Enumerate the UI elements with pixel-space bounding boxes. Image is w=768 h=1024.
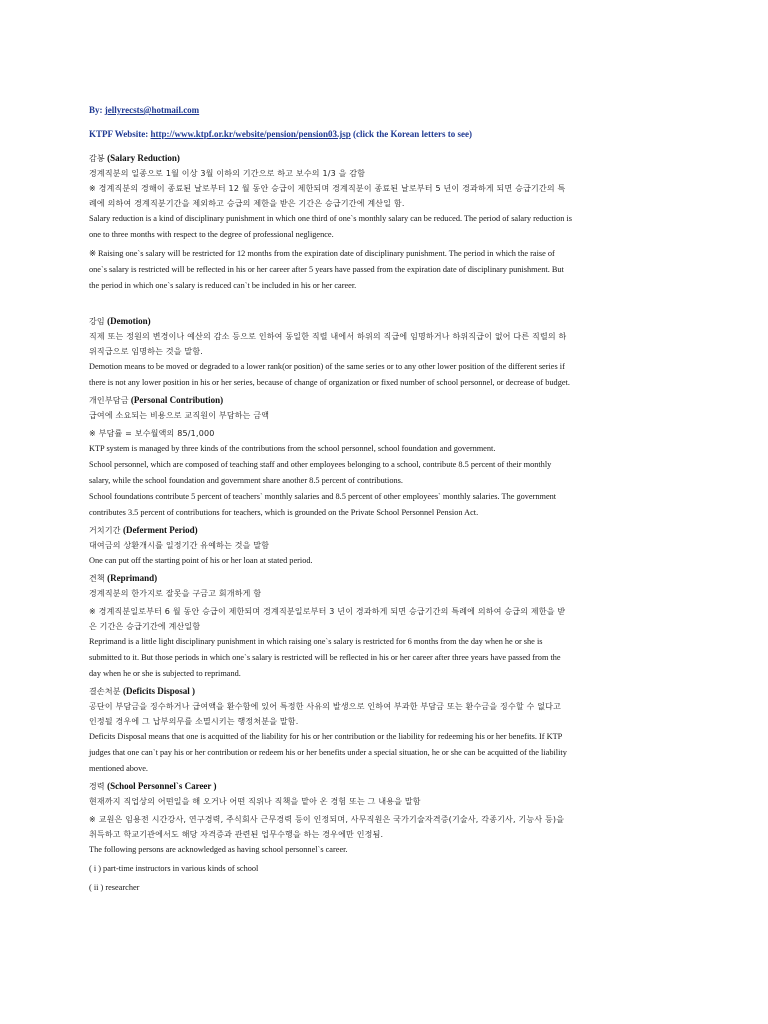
english-line: one to three months with respect to the degree of professional negligence. xyxy=(89,230,334,239)
english-line: Reprimand is a little light disciplinary punishment in which raising one`s salary is restricted for 6 months from the day when he or she is xyxy=(89,637,543,646)
english-line: day when he or she is subjected to reprimand. xyxy=(89,669,241,678)
list-item: ( ii ) researcher xyxy=(89,883,140,892)
korean-line: 은 기간은 승급기간에 계산일함 xyxy=(89,622,201,631)
heading-english: (Salary Reduction) xyxy=(107,153,180,163)
heading-korean: 감봉 xyxy=(89,154,105,163)
korean-line: 직제 또는 정원의 변경이나 예산의 감소 등으로 인하여 동일한 직렬 내에서 하위의 직급에 임명하거나 하위직급이 없어 다른 직렬의 하 xyxy=(89,332,567,341)
heading-korean: 거치기간 xyxy=(89,526,121,535)
section-heading xyxy=(89,151,684,166)
heading-korean: 결손처분 xyxy=(89,687,121,696)
english-line: One can put off the starting point of his or her loan at stated period. xyxy=(89,556,313,565)
english-line: contributes 3.5 percent of contributions for teachers, which is grounded on the Private School Personnel Pension Act. xyxy=(89,508,479,517)
heading-korean: 견책 xyxy=(89,574,105,583)
section-heading xyxy=(89,393,684,408)
english-line: Deficits Disposal means that one is acquitted of the liability for his or her contribution or the liability for redeeming his or her benefits. If KTP xyxy=(89,732,563,741)
heading-korean: 강임 xyxy=(89,317,105,326)
website-link[interactable]: http://www.ktpf.or.kr/website/pension/pension03.jsp xyxy=(150,129,351,139)
section-heading xyxy=(89,523,684,538)
english-line: School personnel, which are composed of teaching staff and other employees belonging to a school, contribute 8.5 percent of their monthly xyxy=(89,460,552,469)
english-line: one`s salary is restricted will be reflected in his or her career after 5 years have passed from the expiration date of disciplinary punishment. But xyxy=(89,265,564,274)
document-content xyxy=(89,103,684,896)
korean-line: ※ 부담률 = 보수월액의 85/1,000 xyxy=(89,429,215,438)
korean-line: 경계직분의 한가지로 잘못을 구금고 회개하게 함 xyxy=(89,589,262,598)
korean-line: 례에 의하여 경계직분기간을 제외하고 승급의 제한을 받은 기간은 승급기간에 계산일 함. xyxy=(89,199,405,208)
email-link[interactable]: jellyrecsts@hotmail.com xyxy=(104,105,200,115)
section-heading xyxy=(89,314,684,329)
website-prefix: KTPF Website: xyxy=(89,129,151,139)
section-school-personnel-career xyxy=(89,779,684,896)
english-line: School foundations contribute 5 percent of teachers` monthly salaries and 8.5 percent of other employees` monthly salaries. The government xyxy=(89,492,557,501)
heading-korean: 경력 xyxy=(89,782,105,791)
english-line: ※ Raising one`s salary will be restricted for 12 months from the expiration date of disciplinary punishment. The period in which the raise of xyxy=(89,249,555,258)
section-personal-contribution xyxy=(89,393,684,521)
section-heading xyxy=(89,779,684,794)
section-deficits-disposal xyxy=(89,684,684,777)
heading-english: (School Personnel`s Career ) xyxy=(107,781,217,791)
english-line: Demotion means to be moved or degraded to a lower rank(or position) of the same series or to any other lower position of the different series if xyxy=(89,362,565,371)
korean-line: ※ 경계직분의 경해이 종료된 날로부터 12 월 동안 승급이 제한되며 경계직분이 종료된 날로부터 5 년이 경과하게 되면 승급기간의 특 xyxy=(89,184,566,193)
english-line: KTP system is managed by three kinds of the contributions from the school personnel, school foundation and government. xyxy=(89,444,496,453)
english-line: judges that one can`t pay his or her contribution or redeem his or her benefits under a special situation, he or she can be acquitted of the liability xyxy=(89,748,567,757)
byline xyxy=(89,103,684,117)
korean-line: 경계직분의 일종으로 1월 이상 3월 이하의 기간으로 하고 보수의 1/3 을 감함 xyxy=(89,169,366,178)
english-line: there is not any lower position in his or her series, because of change of organization or fixed number of school personnel, or decrease of budget. xyxy=(89,378,570,387)
korean-line: 공단이 부담금을 징수하거나 급여액을 환수함에 있어 특정한 사유의 발생으로 인하여 부과한 부담금 또는 환수금을 징수할 수 없다고 xyxy=(89,702,561,711)
heading-english: (Deficits Disposal ) xyxy=(122,686,195,696)
section-heading xyxy=(89,684,684,699)
korean-line: 인정될 경우에 그 납부의무를 소멸시키는 행정처분을 말함. xyxy=(89,717,299,726)
korean-line: 현재까지 직업상의 어떤일을 해 오거나 어떤 직위나 직책을 맡아 온 경험 또는 그 내용을 말함 xyxy=(89,797,421,806)
english-line: mentioned above. xyxy=(89,764,148,773)
heading-korean: 개인부담금 xyxy=(89,396,129,405)
section-heading xyxy=(89,571,684,586)
korean-line: 급여에 소요되는 비용으로 교직원이 부담하는 금액 xyxy=(89,411,270,420)
section-reprimand xyxy=(89,571,684,682)
english-line: Salary reduction is a kind of disciplinary punishment in which one third of one`s monthly salary can be reduced. The period of salary reduction is xyxy=(89,214,573,223)
english-line: the period in which one`s salary is reduced can`t be included in his or her career. xyxy=(89,281,357,290)
website-suffix: (click the Korean letters to see) xyxy=(350,129,473,139)
heading-english: (Demotion) xyxy=(107,316,151,326)
heading-english: (Personal Contribution) xyxy=(130,395,224,405)
list-item: ( i ) part-time instructors in various kinds of school xyxy=(89,864,259,873)
heading-english: (Reprimand) xyxy=(107,573,158,583)
korean-line: 취득하고 학교기관에서도 해당 자격증과 관련된 업무수행을 하는 경우에만 인정됨. xyxy=(89,830,384,839)
korean-line: ※ 교원은 임용전 시간강사, 연구경력, 주식회사 근무경력 등이 인정되며, 사무직원은 국가기술자격증(기술사, 각종기사, 기능사 등)을 xyxy=(89,815,565,824)
korean-line: 위직급으로 임명하는 것을 말함. xyxy=(89,347,204,356)
byline-prefix: By: xyxy=(89,105,105,115)
section-deferment-period xyxy=(89,523,684,569)
english-line: salary, while the school foundation and government share another 8.5 percent of contributions. xyxy=(89,476,403,485)
english-line: submitted to it. But those periods in which one`s salary is restricted will be reflected in his or her career after three years have passed from the xyxy=(89,653,561,662)
heading-english: (Deferment Period) xyxy=(122,525,198,535)
korean-line: 대여금의 상환개시를 일정기간 유예하는 것을 말함 xyxy=(89,541,270,550)
korean-line: ※ 경계직분일로부터 6 월 동안 승급이 제한되며 경계직분일로부터 3 년이 경과하게 되면 승급기간의 특례에 의하여 승급의 제한을 받 xyxy=(89,607,566,616)
section-demotion xyxy=(89,314,684,391)
english-line: The following persons are acknowledged as having school personnel`s career. xyxy=(89,845,348,854)
section-salary-reduction xyxy=(89,151,684,294)
website-line xyxy=(89,127,684,141)
